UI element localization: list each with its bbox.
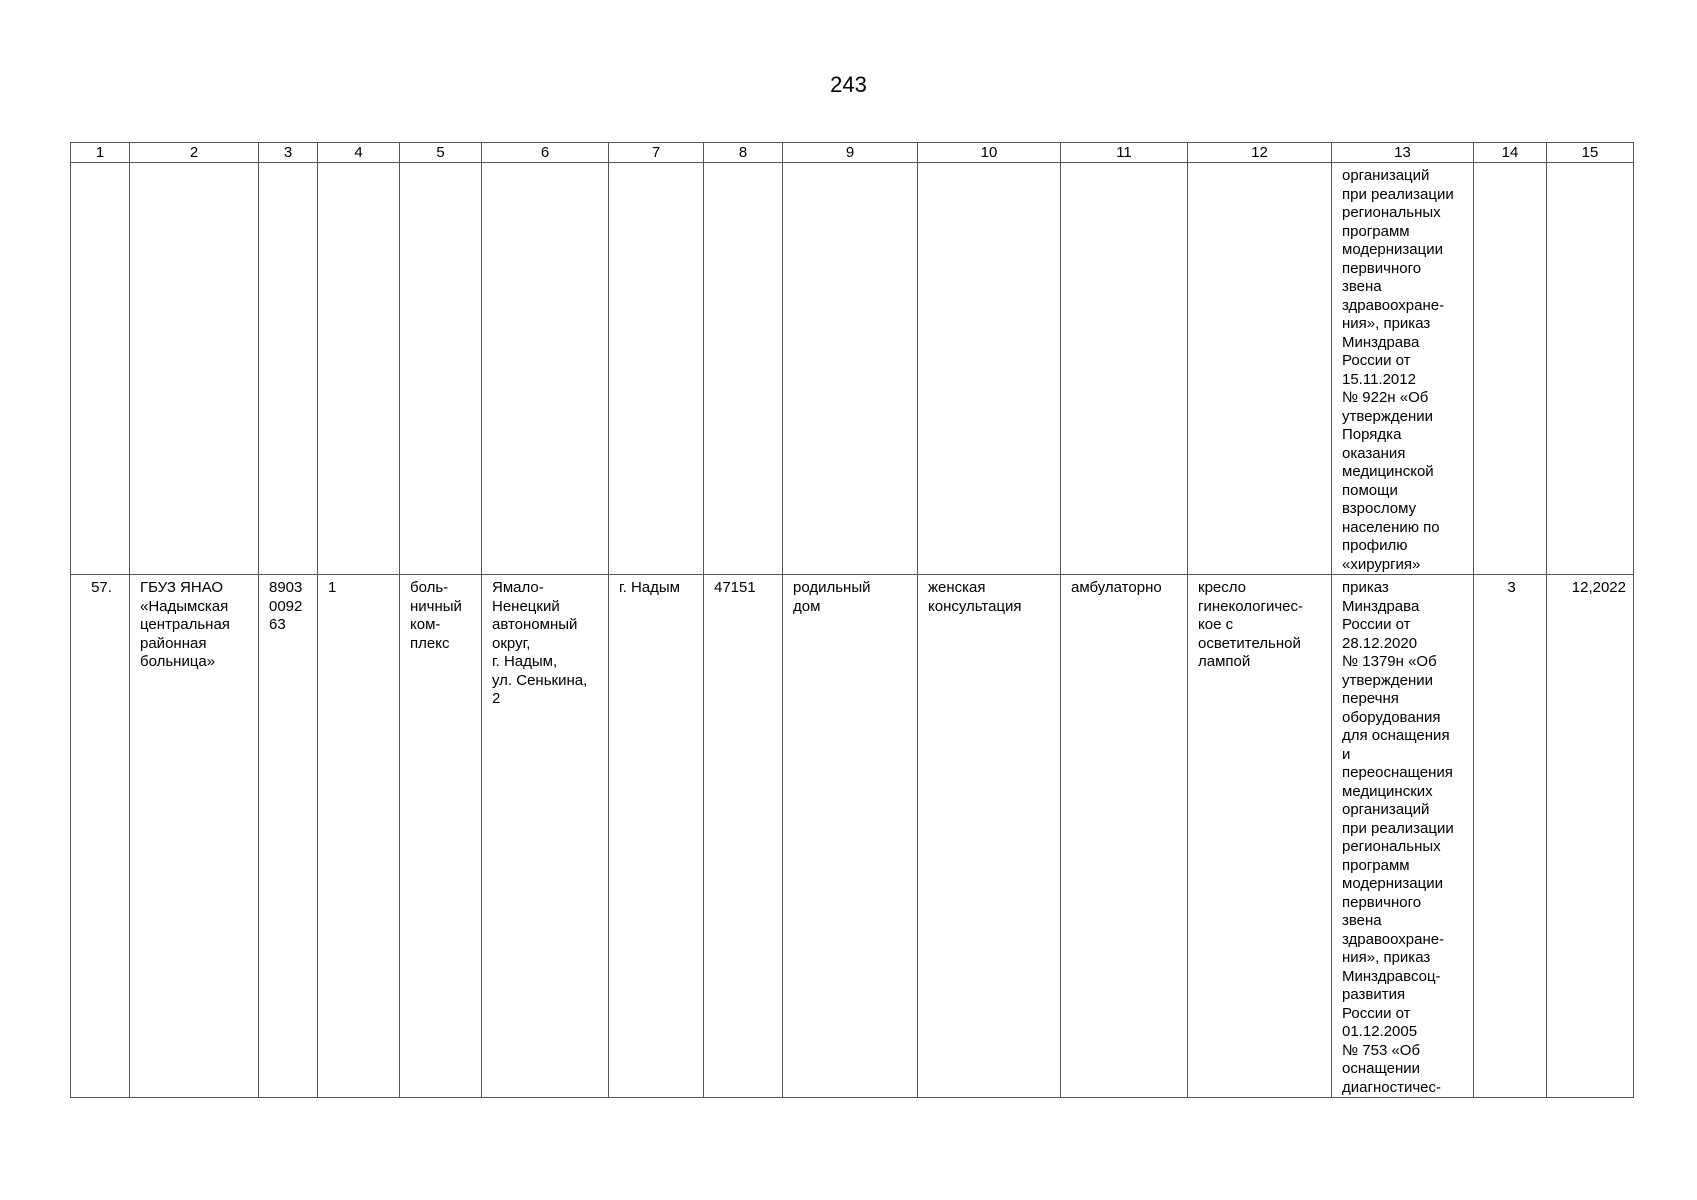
table-cell [318, 163, 400, 575]
table-cell [259, 163, 318, 575]
column-header: 14 [1474, 143, 1547, 163]
table-cell [482, 163, 609, 575]
row-number-cell: 57. [71, 575, 130, 1098]
column-header: 8 [704, 143, 783, 163]
table-cell [1474, 163, 1547, 575]
facility-cell: родильный дом [783, 575, 918, 1098]
organization-cell: ГБУЗ ЯНАО «Надымская центральная районная больница» [130, 575, 259, 1098]
column-header: 6 [482, 143, 609, 163]
column-header: 10 [918, 143, 1061, 163]
table-row [71, 163, 1634, 575]
care-condition-cell: амбулаторно [1061, 575, 1188, 1098]
table-cell [918, 163, 1061, 575]
page-number: 243 [830, 72, 867, 97]
table-cell [1188, 163, 1332, 575]
column-header: 7 [609, 143, 704, 163]
column-header: 11 [1061, 143, 1188, 163]
table-cell [71, 163, 130, 575]
column-header: 12 [1188, 143, 1332, 163]
table-cell-legal-basis: организаций при реализации региональных программ модернизации первичного звена здравоохране- ния», приказ Минздрава России от 15.11.2012 № 922н «Об утверждении Порядка оказания медицинской помощи взрослому населению по профилю «хирургия» [1332, 163, 1474, 575]
code-cell: 47151 [704, 575, 783, 1098]
city-cell: г. Надым [609, 575, 704, 1098]
column-header: 4 [318, 143, 400, 163]
column-header: 1 [71, 143, 130, 163]
data-table [70, 142, 1634, 1098]
table-cell [130, 163, 259, 575]
table-header-row [71, 143, 1634, 163]
quantity-cell: 3 [1474, 575, 1547, 1098]
date-cell: 12,2022 [1547, 575, 1634, 1098]
column-header: 5 [400, 143, 482, 163]
table-cell [1061, 163, 1188, 575]
table-cell [1547, 163, 1634, 575]
column-header: 3 [259, 143, 318, 163]
table-cell-legal-basis: приказ Минздрава России от 28.12.2020 № 1379н «Об утверждении перечня оборудования для оснащения и переоснащения медицинских организаций при реализации региональных программ модернизации первичного звена здравоохране- ния», приказ Минздравсоц- развития России от 01.12.2005 № 753 «Об оснащении диагностичес- [1332, 575, 1474, 1098]
table-cell [704, 163, 783, 575]
table-cell [609, 163, 704, 575]
column-header: 2 [130, 143, 259, 163]
column-header: 9 [783, 143, 918, 163]
address-cell: Ямало- Ненецкий автономный округ, г. Надым, ул. Сенькина, 2 [482, 575, 609, 1098]
column-header: 13 [1332, 143, 1474, 163]
table-cell: 1 [318, 575, 400, 1098]
table-cell [400, 163, 482, 575]
column-header: 15 [1547, 143, 1634, 163]
department-cell: женская консультация [918, 575, 1061, 1098]
building-type-cell: боль- ничный ком- плекс [400, 575, 482, 1098]
table-row [71, 575, 1634, 1098]
table-cell [783, 163, 918, 575]
equipment-cell: кресло гинекологичес- кое с осветительной лампой [1188, 575, 1332, 1098]
inn-cell: 8903 0092 63 [259, 575, 318, 1098]
